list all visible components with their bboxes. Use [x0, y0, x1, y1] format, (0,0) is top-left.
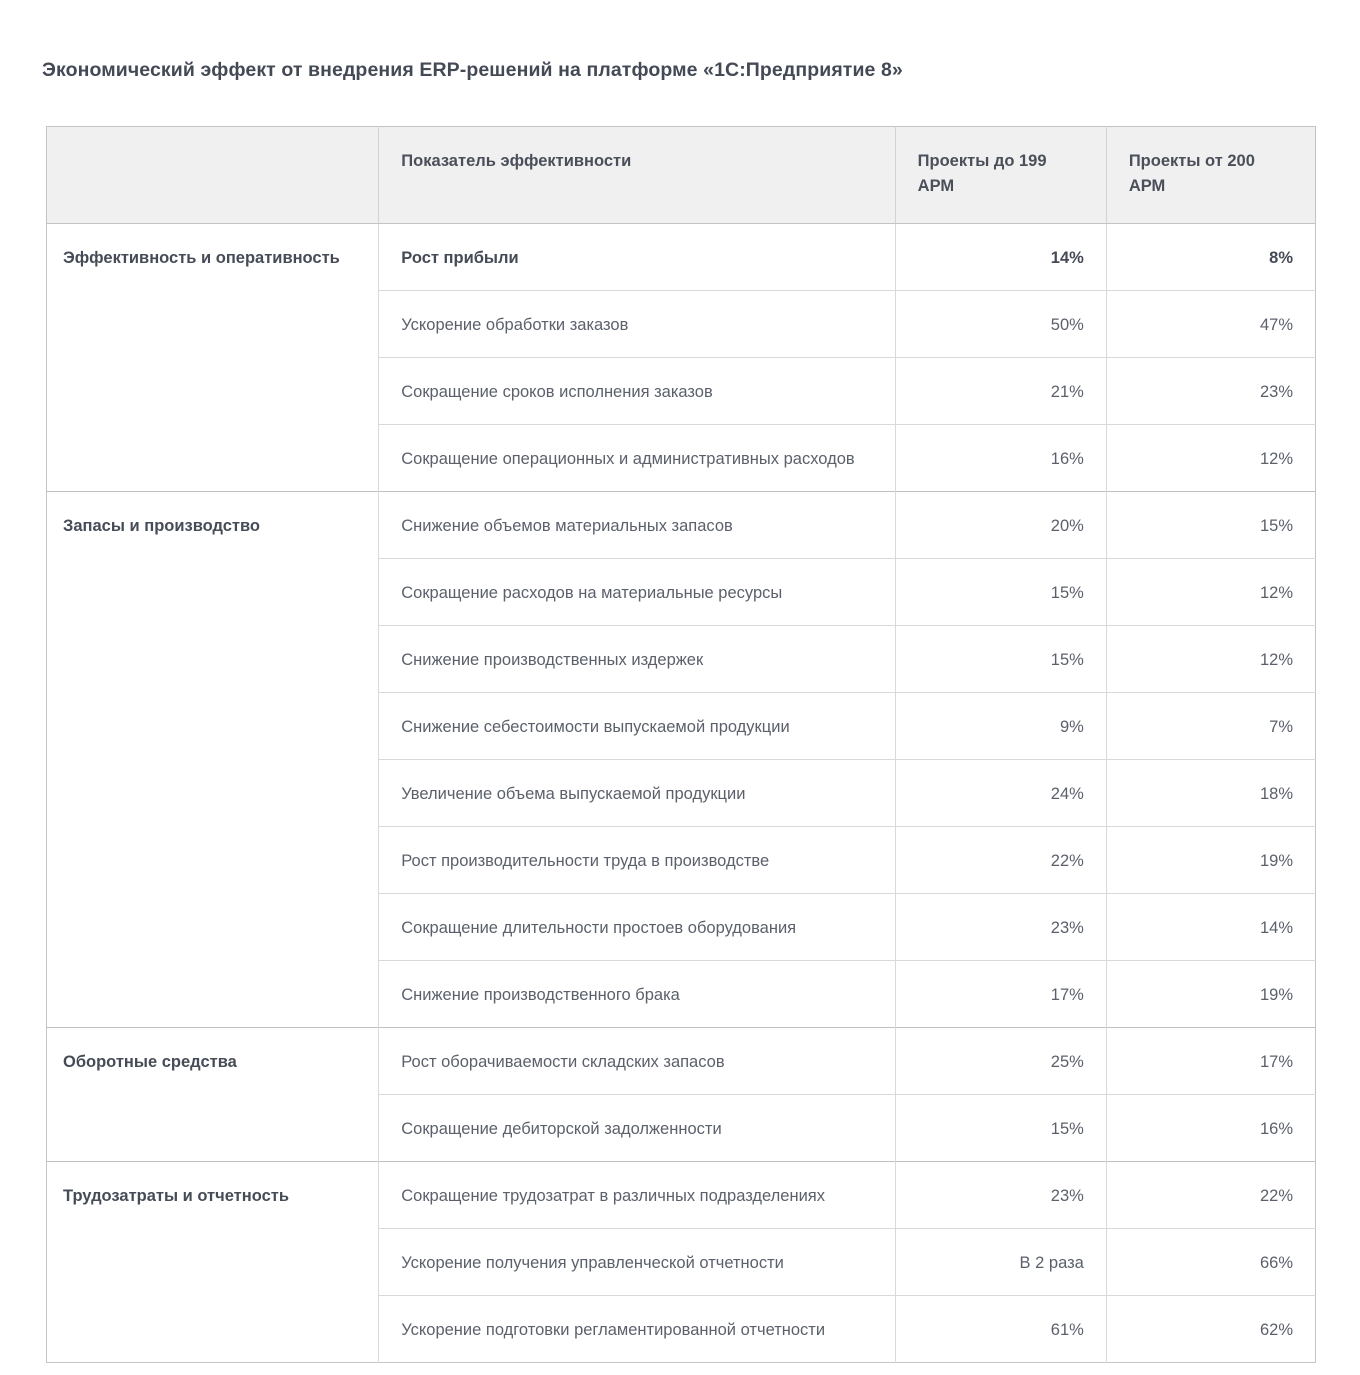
- value-cell-under-199: 61%: [895, 1296, 1106, 1363]
- metric-name-cell: Сокращение дебиторской задолженности: [379, 1095, 895, 1162]
- metric-name-cell: Снижение производственного брака: [379, 961, 895, 1028]
- value-cell-over-200: 8%: [1269, 249, 1293, 267]
- table-row: [47, 1028, 1316, 1095]
- value-cell-under-199: 22%: [895, 827, 1106, 894]
- table-header-row: [47, 127, 1316, 224]
- value-cell-over-200: 16%: [1106, 1095, 1315, 1162]
- column-header-projects-over-200: Проекты от 200 АРМ: [1106, 127, 1315, 224]
- metric-name-cell: Сокращение трудозатрат в различных подразделениях: [379, 1162, 895, 1229]
- column-header-metric: Показатель эффективности: [379, 127, 895, 224]
- value-cell-over-200: 15%: [1106, 492, 1315, 559]
- metric-name-cell: Снижение объемов материальных запасов: [379, 492, 895, 559]
- value-cell-over-200: 18%: [1106, 760, 1315, 827]
- metric-name-cell: Сокращение операционных и административных расходов: [379, 425, 895, 492]
- group-label-cell: Оборотные средства: [47, 1028, 379, 1162]
- metric-name-cell: Снижение производственных издержек: [379, 626, 895, 693]
- page-title: Экономический эффект от внедрения ERP-решений на платформе «1С:Предприятие 8»: [42, 59, 903, 81]
- column-header-projects-under-199: Проекты до 199 АРМ: [895, 127, 1106, 224]
- value-cell-over-200: 19%: [1106, 961, 1315, 1028]
- column-header-group: [47, 127, 379, 224]
- table-body: [47, 224, 1316, 1363]
- value-cell-over-200: 12%: [1106, 559, 1315, 626]
- metric-name-cell: Ускорение обработки заказов: [379, 291, 895, 358]
- value-cell-under-199: 15%: [895, 1095, 1106, 1162]
- value-cell-under-199: 25%: [895, 1028, 1106, 1095]
- table-header: [47, 127, 1316, 224]
- metric-name-cell: Рост производительности труда в производстве: [379, 827, 895, 894]
- value-cell-over-200: 7%: [1106, 693, 1315, 760]
- value-cell-under-199: 20%: [895, 492, 1106, 559]
- metric-name-cell: Ускорение подготовки регламентированной отчетности: [379, 1296, 895, 1363]
- metric-name-cell: Сокращение длительности простоев оборудования: [379, 894, 895, 961]
- value-cell-over-200: 66%: [1106, 1229, 1315, 1296]
- metric-name-cell: Снижение себестоимости выпускаемой продукции: [379, 693, 895, 760]
- economic-effect-table: [46, 126, 1316, 1363]
- value-cell-over-200: 47%: [1106, 291, 1315, 358]
- value-cell-under-199: 14%: [895, 224, 1106, 291]
- table-container: [46, 126, 1316, 1363]
- value-cell-under-199: В 2 раза: [895, 1229, 1106, 1296]
- value-cell-under-199: 16%: [895, 425, 1106, 492]
- value-cell-over-200: 12%: [1106, 626, 1315, 693]
- group-label-cell: Трудозатраты и отчетность: [47, 1162, 379, 1363]
- metric-name-cell: Рост прибыли: [379, 224, 895, 291]
- value-cell-over-200: 23%: [1106, 358, 1315, 425]
- value-cell-over-200: 62%: [1106, 1296, 1315, 1363]
- value-cell-over-200: 19%: [1106, 827, 1315, 894]
- value-cell-under-199: 17%: [895, 961, 1106, 1028]
- value-cell-under-199: 50%: [895, 291, 1106, 358]
- metric-name-cell: Сокращение сроков исполнения заказов: [379, 358, 895, 425]
- value-cell-over-200: 22%: [1106, 1162, 1315, 1229]
- value-cell-under-199: 9%: [895, 693, 1106, 760]
- table-row: [47, 492, 1316, 559]
- value-cell-under-199: 23%: [895, 1162, 1106, 1229]
- value-cell-under-199: 15%: [895, 626, 1106, 693]
- value-cell-under-199: 23%: [895, 894, 1106, 961]
- table-row: [47, 1162, 1316, 1229]
- value-cell-over-200: 14%: [1106, 894, 1315, 961]
- table-row: [47, 224, 1316, 291]
- group-label-cell: Эффективность и оперативность: [47, 224, 379, 492]
- metric-name-cell: Сокращение расходов на материальные ресурсы: [379, 559, 895, 626]
- value-cell-over-200: 12%: [1106, 425, 1315, 492]
- value-cell-under-199: 21%: [895, 358, 1106, 425]
- value-cell-under-199: 15%: [895, 559, 1106, 626]
- metric-name-cell: Увеличение объема выпускаемой продукции: [379, 760, 895, 827]
- group-label-cell: Запасы и производство: [47, 492, 379, 1028]
- value-cell-over-200: 17%: [1106, 1028, 1315, 1095]
- metric-name-cell: Ускорение получения управленческой отчетности: [379, 1229, 895, 1296]
- value-cell-under-199: 24%: [895, 760, 1106, 827]
- metric-name-cell: Рост оборачиваемости складских запасов: [379, 1028, 895, 1095]
